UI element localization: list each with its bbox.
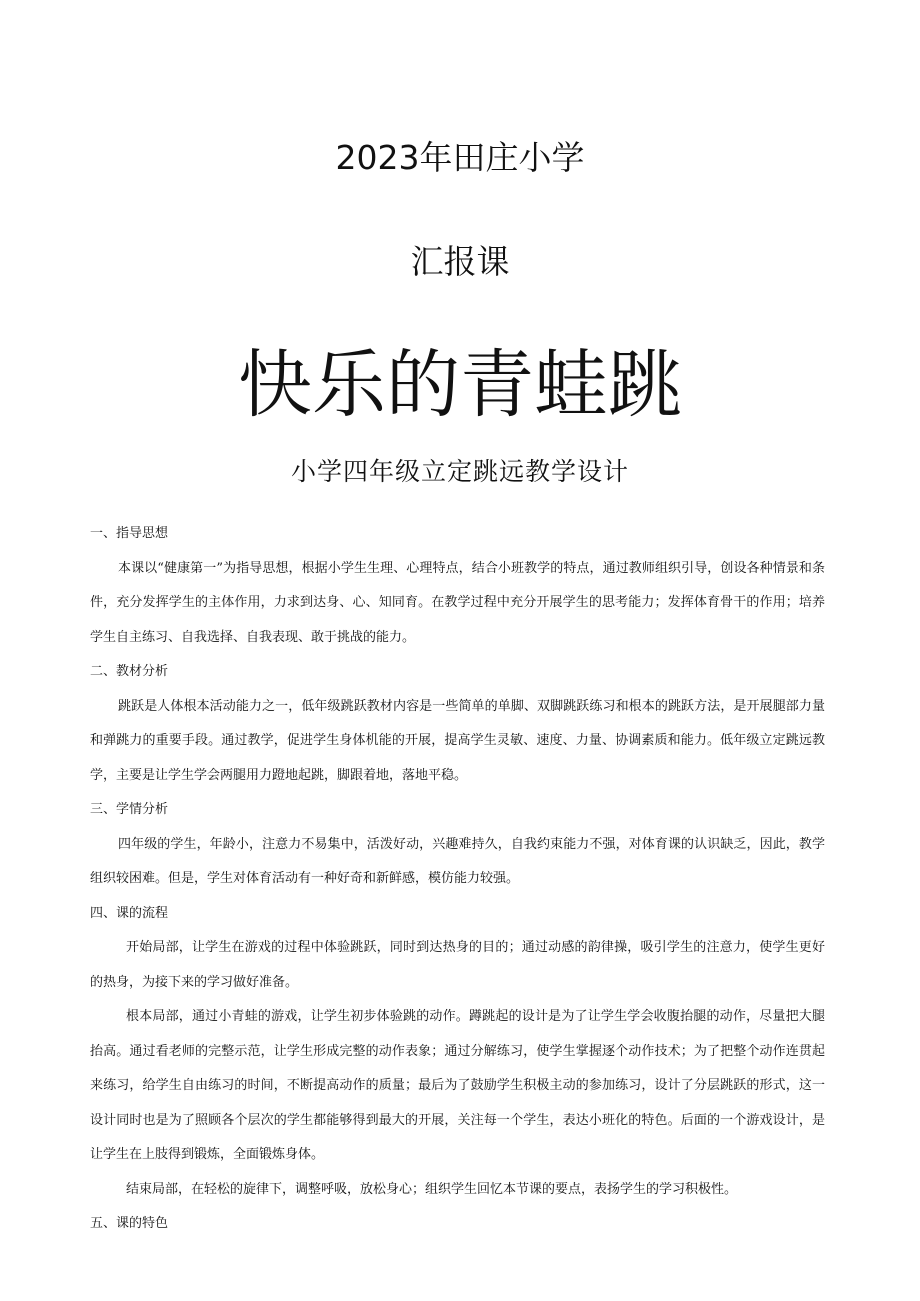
header-line-2: 汇报课 — [410, 242, 510, 281]
paragraph-guiding-thought: 本课以“健康第一”为指导思想，根据小学生生理、心理特点，结合小班教学的特点，通过教师组织引导，创设各种情景和条件，充分发挥学生的主体作用，力求到达身、心、知同育。在教学过程中充分开展学生的思考能力；发挥体育骨干的作用；培养学生自主练习、自我选择、自我表现、敢于挑战的能力。 — [90, 560, 825, 645]
section-heading-material-analysis: 二、教材分析 — [90, 664, 169, 679]
section-heading-student-analysis: 三、学情分析 — [90, 802, 169, 817]
section-heading-lesson-features: 五、课的特色 — [90, 1216, 169, 1231]
header-line-1: 2023年田庄小学 — [335, 138, 585, 177]
section-heading-guiding-thought: 一、指导思想 — [90, 526, 169, 541]
section-heading-lesson-flow: 四、课的流程 — [90, 905, 169, 921]
main-title: 快乐的青蛙跳 — [238, 342, 682, 428]
paragraph-student-analysis: 四年级的学生，年龄小，注意力不易集中，活泼好动，兴趣难持久，自我约束能力不强，对体育课的认识缺乏，因此，教学组织较困难。但是，学生对体育活动有一种好奇和新鲜感，模仿能力较强。 — [90, 836, 825, 886]
paragraph-lesson-flow-start: 开始局部，让学生在游戏的过程中体验跳跃，同时到达热身的目的；通过动感的韵律操，吸引学生的注意力，使学生更好的热身，为接下来的学习做好准备。 — [90, 940, 825, 990]
document-body — [90, 517, 825, 1242]
paragraph-lesson-flow-end: 结束局部，在轻松的旋律下，调整呼吸，放松身心；组织学生回忆本节课的要点，表扬学生的学习积极性。 — [126, 1181, 738, 1197]
subtitle: 小学四年级立定跳远教学设计 — [290, 457, 629, 486]
paragraph-lesson-flow-main: 根本局部，通过小青蛙的游戏，让学生初步体验跳的动作。蹲跳起的设计是为了让学生学会收腹抬腿的动作，尽量把大腿抬高。通过看老师的完整示范，让学生形成完整的动作表象；通过分解练习，使学生掌握逐个动作技术；为了把整个动作连贯起来练习，给学生自由练习的时间，不断提高动作的质量；最后为了鼓励学生积极主动的参加练习，设计了分层跳跃的形式，这一设计同时也是为了照顾各个层次的学生都能够得到最大的开展，关注每一个学生，表达小班化的特色。后面的一个游戏设计，是让学生在上肢得到锻炼，全面锻炼身体。 — [90, 1009, 825, 1162]
paragraph-material-analysis: 跳跃是人体根本活动能力之一，低年级跳跃教材内容是一些简单的单脚、双脚跳跃练习和根本的跳跃方法，是开展腿部力量和弹跳力的重要手段。通过教学，促进学生身体机能的开展，提高学生灵敏、速度、力量、协调素质和能力。低年级立定跳远教学，主要是让学生学会两腿用力蹬地起跳，脚跟着地，落地平稳。 — [90, 698, 825, 783]
